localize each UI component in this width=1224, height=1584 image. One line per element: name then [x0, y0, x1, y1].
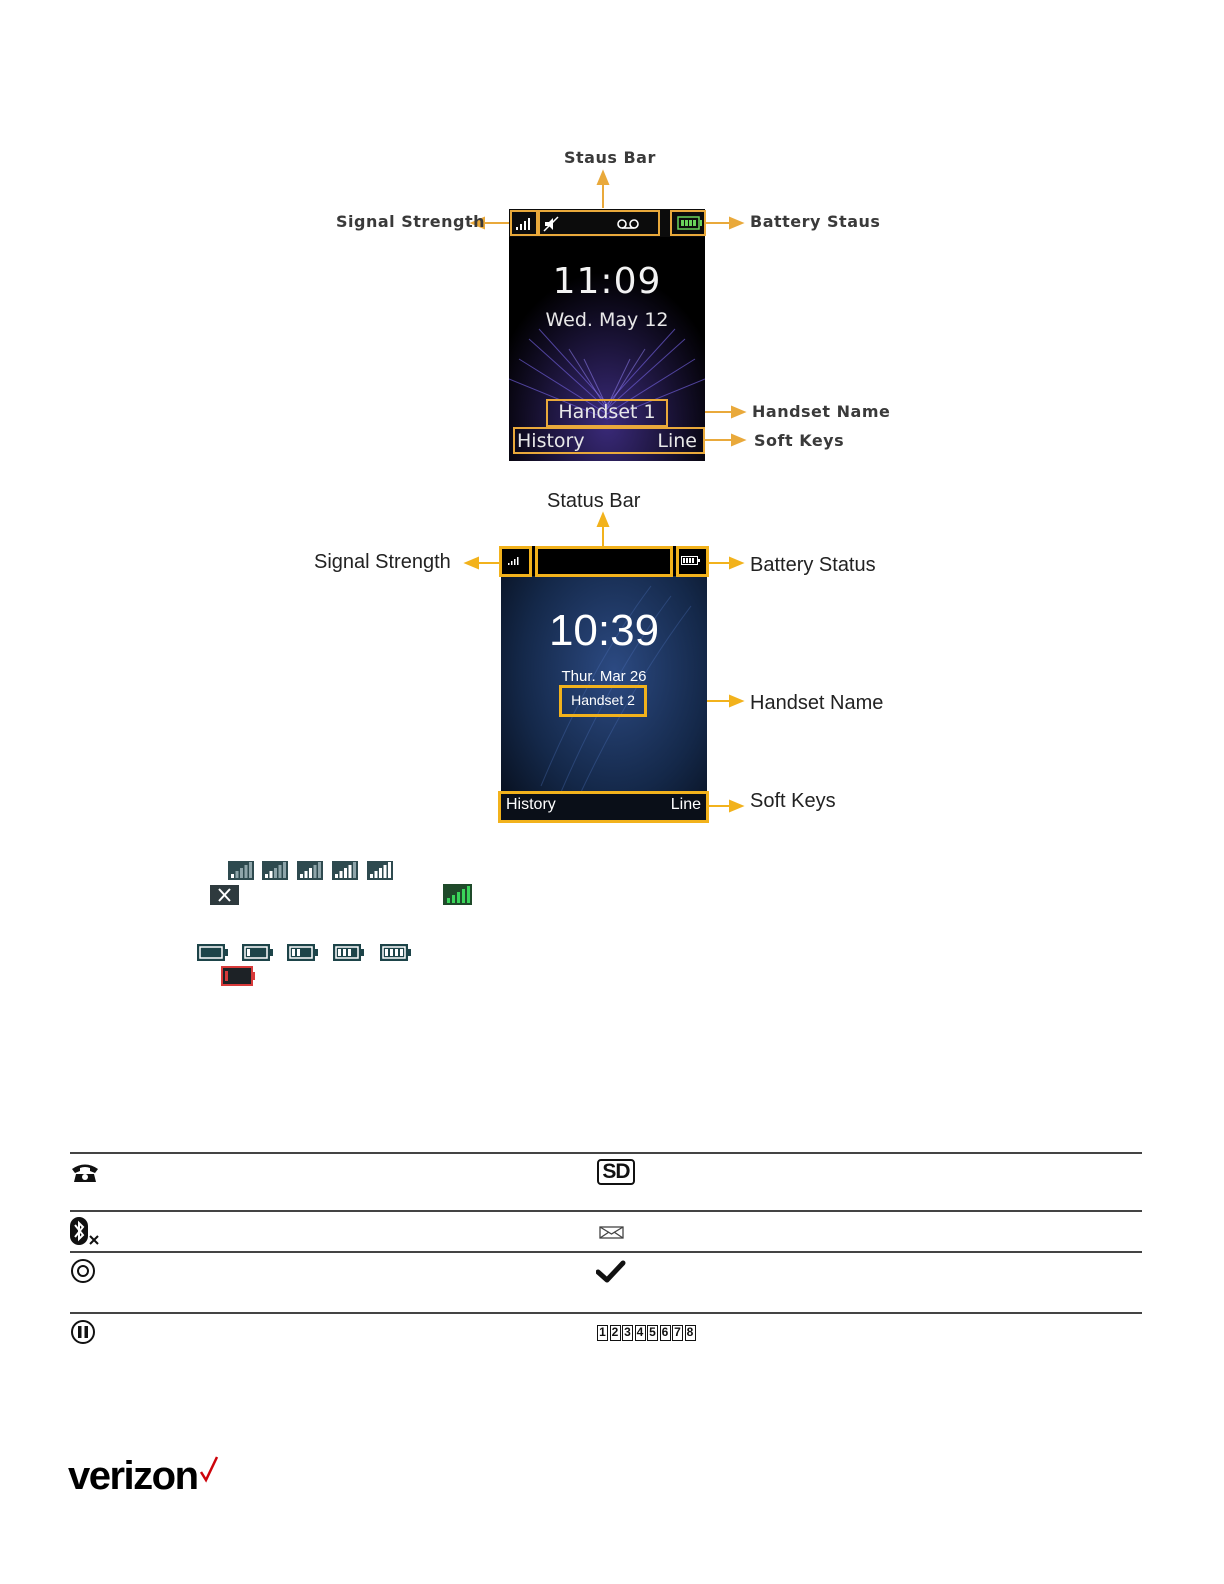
signal-level-4-icon [332, 861, 358, 880]
table-rule [70, 1312, 1142, 1314]
figure-2-handset-name-label: Handset Name [750, 692, 884, 714]
verizon-wordmark: verizon [68, 1454, 198, 1498]
signal-level-2-icon [262, 861, 288, 880]
checkmark-icon [596, 1260, 626, 1284]
line-number: 6 [660, 1325, 671, 1341]
figure-2-clock: 10:39 [548, 606, 660, 655]
sd-icon: SD [597, 1159, 635, 1185]
low-battery-icon [221, 966, 256, 986]
line-number: 4 [635, 1325, 646, 1341]
figure-1-handset-name: Handset 1 [558, 401, 656, 423]
figure-2-status-bar-label: Status Bar [547, 490, 641, 512]
figure-2-soft-key-history[interactable]: History [506, 796, 556, 813]
figure-2-signal-highlight [499, 546, 532, 577]
battery-level-2-icon [286, 943, 319, 962]
figure-1-signal-strength-label: Signal Strength [336, 212, 485, 231]
figure-1-date: Wed. May 12 [545, 309, 669, 331]
figure-2-handset-highlight [559, 685, 647, 717]
figure-1-handset-highlight [546, 399, 668, 427]
figure-2-status-highlight [535, 546, 673, 577]
envelope-icon [599, 1226, 625, 1240]
line-number: 2 [610, 1325, 621, 1341]
green-signal-icon [443, 884, 472, 905]
figure-1-status-bar-label: Staus Bar [564, 148, 656, 167]
figure-1-battery-status-label: Battery Staus [750, 212, 881, 231]
figure-2-date: Thur. Mar 26 [561, 668, 647, 685]
figure-2-battery-highlight [676, 546, 709, 577]
figure-1-battery-highlight [670, 210, 706, 236]
figure-1-softkeys-highlight [513, 427, 705, 454]
figure-1-handset-name-label: Handset Name [752, 402, 891, 421]
figure-1-status-highlight [538, 210, 660, 236]
line-number: 8 [685, 1325, 696, 1341]
figure-1-signal-highlight [510, 210, 538, 236]
line-number: 3 [622, 1325, 633, 1341]
table-rule [70, 1210, 1142, 1212]
figure-1-soft-key-line[interactable]: Line [657, 430, 697, 452]
pause-icon [70, 1319, 96, 1345]
figure-2-signal-strength-label: Signal Strength [314, 551, 451, 573]
bluetooth-off-icon [70, 1217, 102, 1247]
figure-2-handset-name: Handset 2 [571, 692, 635, 708]
figure-1-soft-key-history[interactable]: History [517, 430, 585, 452]
line-number: 5 [647, 1325, 658, 1341]
figure-2-battery-status-label: Battery Status [750, 554, 876, 576]
figure-2-soft-keys-label: Soft Keys [750, 790, 836, 812]
figure-1-soft-keys-label: Soft Keys [754, 431, 845, 450]
battery-level-3-icon [332, 943, 365, 962]
verizon-check-icon [199, 1455, 219, 1483]
signal-level-5-icon [367, 861, 393, 880]
line-number: 7 [672, 1325, 683, 1341]
target-circle-icon [70, 1258, 96, 1284]
battery-level-0-icon [196, 943, 229, 962]
figure-2-phone-screen [501, 546, 707, 822]
battery-level-1-icon [241, 943, 274, 962]
figure-2-soft-key-line[interactable]: Line [670, 796, 701, 813]
signal-level-3-icon [297, 861, 323, 880]
figure-1-clock: 11:09 [552, 261, 662, 302]
line-number: 1 [597, 1325, 608, 1341]
line-numbers-icon [597, 1325, 697, 1341]
battery-level-4-icon [379, 943, 412, 962]
phone-icon [70, 1160, 100, 1184]
table-rule [70, 1251, 1142, 1253]
no-signal-icon [210, 885, 239, 905]
table-rule [70, 1152, 1142, 1154]
signal-level-1-icon [228, 861, 254, 880]
figure-2-softkeys-highlight [498, 791, 709, 823]
